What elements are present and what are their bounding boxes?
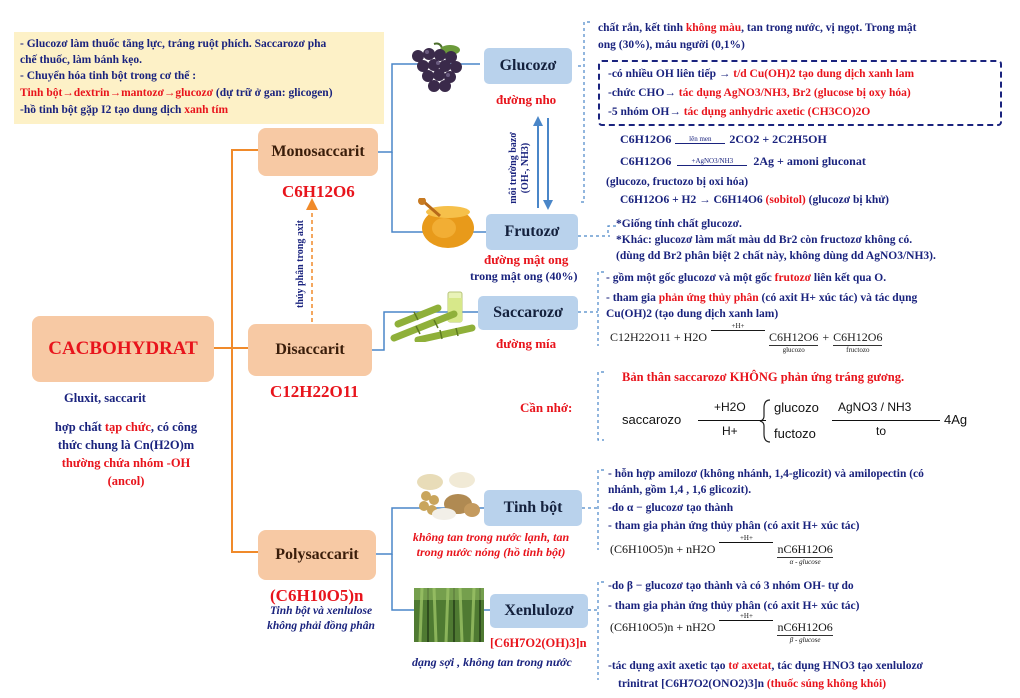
- tb-eq-arrow: [719, 542, 773, 543]
- glucozo-desc-2: ong (30%), máu người (0,1%): [598, 39, 745, 51]
- sac-d2-b: phản ứng thủy phân: [658, 292, 759, 304]
- scheme-arrow-1: [698, 420, 766, 421]
- tinhbot-box: [484, 490, 582, 526]
- sac-d1-b: frutozơ: [774, 272, 811, 284]
- frutozo-diff-2: (dùng dd Br2 phân biệt 2 chất này, không dùng dd AgNO3/NH3).: [616, 250, 936, 262]
- def-text-highlight: tạp chức: [104, 420, 151, 434]
- prop-2-b: tác dụng AgNO3/NH3, Br2 (glucose bị oxy hóa): [678, 87, 911, 99]
- saccarozo-scheme: [620, 398, 1000, 448]
- tb-eq-left: (C6H10O5)n + nH2O: [610, 542, 716, 556]
- scheme-branch-1: glucozo: [774, 400, 819, 415]
- sac-eq-catalyst: +H+: [731, 322, 745, 330]
- scheme-end: 4Ag: [944, 412, 968, 427]
- poly-label: Polysaccarit: [275, 546, 359, 563]
- sac-eq-product-2: C6H12O6: [833, 330, 883, 344]
- tinhbot-label: Tinh bột: [503, 499, 563, 516]
- tb-eq-product-name: α - glucose: [789, 558, 821, 566]
- frutozo-box: [486, 214, 578, 250]
- glucozo-reaction-2: [620, 154, 866, 169]
- poly-formula: (C6H10O5)n: [270, 586, 364, 605]
- xenlulozo-desc-3: [608, 658, 923, 674]
- poly-box: [258, 530, 376, 580]
- glucozo-properties-box: [598, 60, 1002, 126]
- sac-eq-product-2-name: fructozo: [846, 346, 870, 354]
- grapes-image: [404, 40, 476, 94]
- base-label: [508, 118, 532, 218]
- xenlulozo-desc-4: [618, 676, 886, 692]
- saccarozo-label: Saccarozơ: [493, 304, 563, 321]
- saccarozo-desc-2: [606, 290, 917, 306]
- sugarcane-image: [388, 288, 476, 342]
- tb-eq-catalyst: +H+: [739, 534, 753, 542]
- xl-d4-b: (thuốc súng không khói): [766, 678, 887, 690]
- glucozo-reaction-1: [620, 132, 827, 147]
- root-box: [32, 316, 214, 382]
- note-line-3: - Chuyển hóa tinh bột trong cơ thể :: [20, 70, 197, 82]
- sac-d1-c: liên kết qua O.: [811, 272, 887, 284]
- r2-condition: +AgNO3/NH3: [691, 157, 734, 165]
- r1-left: C6H12O6: [620, 132, 672, 146]
- root-alias: Gluxit, saccarit: [64, 391, 146, 405]
- note-line-2: chế thuốc, làm bánh kẹo.: [20, 54, 143, 66]
- poly-note-2: không phải đồng phân: [267, 620, 375, 632]
- glucozo-sub: đường nho: [496, 92, 557, 107]
- xl-eq-product: nC6H12O6: [777, 620, 833, 634]
- scheme-start: saccarozo: [622, 412, 682, 427]
- def-ancol: (ancol): [107, 474, 145, 488]
- r3-main: C6H12O6 + H2 → C6H14O6: [620, 194, 766, 206]
- prop-1-a: -có nhiều OH liên tiếp →: [608, 68, 734, 80]
- bamboo-image: [414, 588, 484, 642]
- xl-eq-left: (C6H10O5)n + nH2O: [610, 620, 716, 634]
- mono-box: [258, 128, 378, 176]
- saccarozo-equation: [610, 322, 882, 354]
- mono-label: Monosaccarit: [271, 143, 365, 160]
- di-formula: C12H22O11: [270, 382, 359, 401]
- tinhbot-sub: [398, 530, 584, 560]
- glucozo-box: [484, 48, 572, 84]
- di-label: Disaccarit: [275, 341, 345, 358]
- xl-eq-arrow: [719, 620, 773, 621]
- r2-note: (glucozo, fructozo bị oxi hóa): [606, 176, 749, 188]
- tinhbot-sub-2: trong nước nóng (hồ tinh bột): [416, 545, 566, 559]
- note-line-1: - Glucozơ làm thuốc tăng lực, tráng ruột phích. Saccarozơ pha: [20, 38, 327, 50]
- r1-right: 2CO2 + 2C2H5OH: [729, 132, 827, 146]
- sac-eq-product-1: C6H12O6: [769, 330, 819, 344]
- scheme-reagent-2: AgNO3 / NH3: [838, 400, 912, 414]
- frutozo-same: *Giống tính chất glucozơ.: [616, 218, 742, 230]
- r2-arrow: [677, 165, 747, 166]
- sac-d1-a: - gồm một gốc glucozơ và một gốc: [606, 272, 775, 284]
- poly-note-1: Tinh bột và xenlulose: [269, 605, 373, 617]
- tinhbot-desc-3: -do α − glucozơ tạo thành: [608, 502, 734, 514]
- xenlulozo-equation: [610, 612, 833, 644]
- prop-1-b: t/d Cu(OH)2 tạo dung dịch xanh lam: [733, 68, 915, 80]
- note-line-4b: (dự trữ ở gan: glicogen): [213, 87, 333, 99]
- glucozo-desc-a: chất rắn, kết tinh: [598, 22, 686, 34]
- prop-3-a: -5 nhóm OH→: [608, 106, 684, 118]
- tinhbot-desc-4: - tham gia phản ứng thủy phân (có axit H+ xúc tác): [608, 520, 860, 532]
- remember-label: Cần nhớ:: [520, 400, 573, 415]
- xl-d3-a: -tác dụng axit axetic tạo: [608, 660, 729, 672]
- xl-d3-b: tơ axetat: [728, 660, 772, 672]
- glucozo-desc: [598, 20, 1002, 54]
- di-box: [248, 324, 372, 376]
- notes-box: [14, 32, 384, 124]
- root-title: CACBOHYDRAT: [48, 338, 198, 359]
- note-line-4a: Tinh bột→dextrin→mantozơ→glucozơ: [20, 87, 214, 99]
- glucozo-desc-c: , tan trong nước, vị ngọt. Trong mật: [741, 22, 917, 34]
- remember-text: Bản thân saccarozơ KHÔNG phản ứng tráng gương.: [622, 370, 905, 384]
- mono-formula: C6H12O6: [282, 182, 355, 201]
- sac-eq-plus: +: [822, 330, 830, 344]
- sac-d2-c: (có axit H+ xúc tác) và tác dụng: [758, 292, 918, 304]
- hydrolysis-label: thủy phân trong axit: [295, 220, 306, 308]
- xl-d4-a: trinitrat [C6H7O2(ONO2)3]n: [618, 678, 767, 690]
- poly-note: [246, 604, 396, 634]
- sac-d2-a: - tham gia: [606, 292, 659, 304]
- scheme-reagent: +H2O: [714, 400, 746, 414]
- xl-d3-c: , tác dụng HNO3 tạo xenlulozơ: [771, 660, 923, 672]
- def-formula: thức chung là Cn(H2O)m: [57, 438, 195, 452]
- frutozo-sub2: trong mật ong (40%): [470, 269, 578, 283]
- sac-eq-product-1-name: glucozo: [782, 346, 805, 354]
- xenlulozo-formula: [C6H7O2(OH)3]n: [490, 636, 587, 650]
- tb-eq-product: nC6H12O6: [777, 542, 833, 556]
- tinhbot-desc-2: nhánh, gồm 1,4 , 1,6 glicozit).: [608, 484, 752, 496]
- tinhbot-equation: [610, 534, 833, 566]
- note-line-5a: -hồ tinh bột gặp I2 tạo dung dịch: [20, 104, 185, 116]
- def-oh: thường chứa nhóm -OH: [61, 456, 191, 470]
- xenlulozo-sub: dạng sợi , không tan trong nước: [412, 655, 572, 669]
- xenlulozo-label: Xenlulozơ: [504, 602, 574, 619]
- def-text: hợp chất: [54, 420, 105, 434]
- r1-condition: lên men: [689, 135, 712, 143]
- honey-image: [414, 198, 484, 250]
- xenlulozo-box: [490, 594, 588, 628]
- note-line-5b: xanh tím: [184, 104, 229, 116]
- prop-2-a: -chức CHO→: [608, 87, 679, 99]
- tinhbot-desc-1: - hỗn hợp amilozơ (không nhánh, 1,4-glicozit) và amilopectin (có: [608, 468, 924, 480]
- starch-image: [414, 468, 482, 522]
- frutozo-diff-1: *Khác: glucozơ làm mất màu dd Br2 còn fructozơ không có.: [616, 234, 913, 246]
- scheme-catalyst: H+: [722, 424, 738, 438]
- glucozo-label: Glucozơ: [499, 57, 557, 74]
- frutozo-sub: đường mật ong: [484, 252, 569, 267]
- xenlulozo-desc-2: - tham gia phản ứng thủy phân (có axit H+ xúc tác): [608, 600, 860, 612]
- xl-eq-catalyst: +H+: [739, 612, 753, 620]
- glucozo-desc-b: không màu: [685, 22, 742, 34]
- tinhbot-sub-1: không tan trong nước lạnh, tan: [412, 530, 570, 544]
- sac-eq-left: C12H22O11 + H2O: [610, 330, 707, 344]
- saccarozo-sub: đường mía: [496, 336, 557, 351]
- saccarozo-desc-3: Cu(OH)2 (tạo dung dịch xanh lam): [606, 308, 779, 320]
- r3-end: (glucozơ bị khử): [805, 194, 890, 206]
- saccarozo-desc-1: [606, 270, 886, 286]
- scheme-condition: to: [876, 424, 887, 438]
- xl-eq-product-name: β - glucose: [789, 636, 821, 644]
- glucozo-reaction-3: [620, 192, 889, 208]
- r2-right: 2Ag + amoni gluconat: [753, 154, 866, 168]
- r1-arrow: [675, 143, 725, 144]
- r2-left: C6H12O6: [620, 154, 672, 168]
- scheme-branch-2: fuctozo: [774, 426, 816, 441]
- prop-3-b: tác dụng anhydric axetic (CH3CO)2O: [683, 106, 871, 118]
- base-label-2: (OH-, NH3): [520, 142, 531, 194]
- root-definition: [26, 418, 226, 490]
- saccarozo-box: [478, 296, 578, 330]
- frutozo-label: Frutozơ: [504, 223, 560, 240]
- def-text-end: , có công: [150, 420, 198, 434]
- sac-eq-arrow: [711, 330, 765, 331]
- base-label-1: môi trường bazơ: [508, 132, 519, 204]
- xenlulozo-desc-1: -do β − glucozơ tạo thành và có 3 nhóm OH- tự do: [608, 580, 854, 592]
- r3-sobitol: (sobitol): [765, 194, 806, 206]
- scheme-arrow-2: [832, 420, 940, 421]
